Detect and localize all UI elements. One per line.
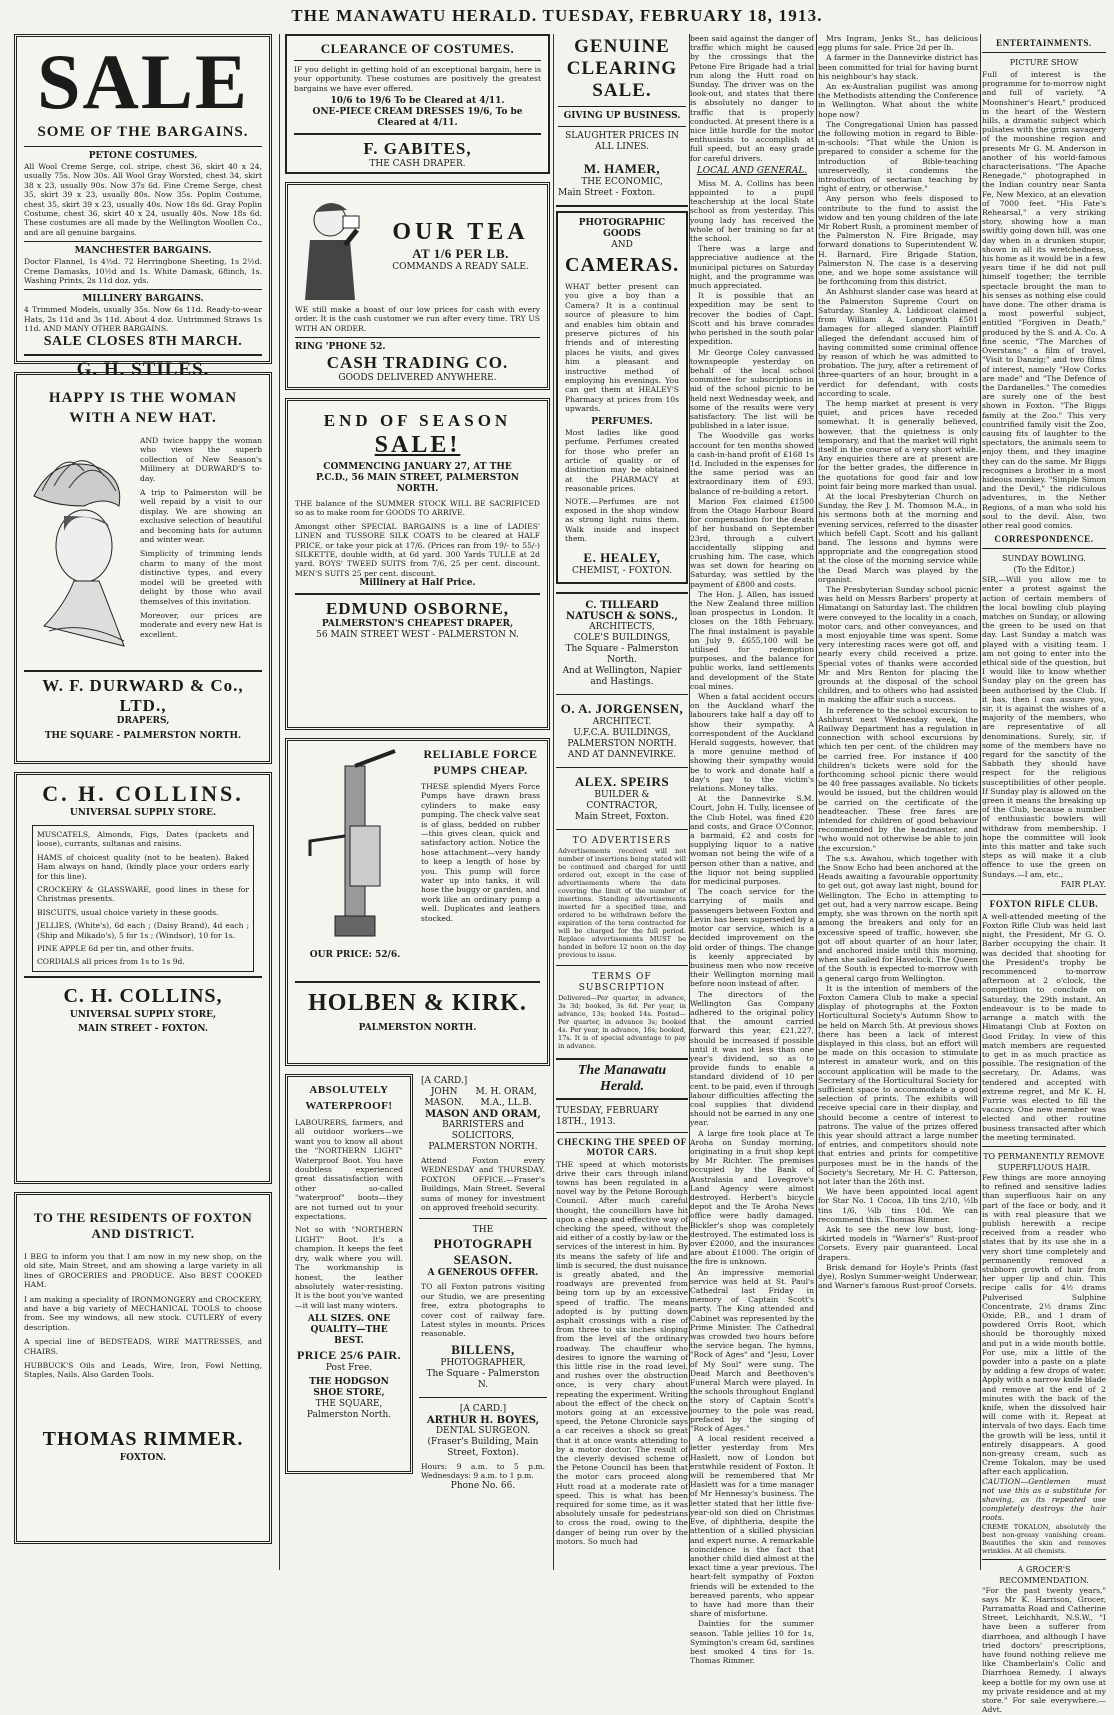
boyes-card-label: [A CARD.] xyxy=(459,1403,507,1414)
holben-kirk-name: HOLBEN & KIRK. xyxy=(308,990,527,1016)
news-paragraph: An Ashhurst slander case was heard at the Palmerston Supreme Court on Saturday. Stanley A. Liddicoat claimed from William A. Longworth £501 damages for alleged slander. Plaintiff alleged the defendant accused him of having committed some criminal offence by reason of which he was admitted to probation. The jury, after a retirement of three-quarters of an hour, brought in a verdict for defendant, with costs according to scale. xyxy=(818,287,978,398)
hair-caution: CAUTION—Gentlemen must not use this as a substitute for shaving, as its repeated use completely destroys the hair roots. xyxy=(982,1476,1106,1523)
boyes-hours: Hours: 9 a.m. to 5 p.m. Wednesdays: 9 a.m. to 1 p.m. xyxy=(421,1461,545,1481)
oram-body: Attend Foxton every WEDNESDAY and THURSDAY. FOXTON OFFICE.—Fraser's Buildings, Main Street. Several sums of money for investment on approved freehold security. xyxy=(421,1156,545,1213)
speirs-address: Main Street, Foxton. xyxy=(574,811,670,822)
superfluous-hair-heading: TO PERMANENTLY REMOVE SUPERFLUOUS HAIR. xyxy=(983,1151,1105,1172)
osborne-body-2: Amongst other SPECIAL BARGAINS is a line of LADIES' LINEN and TUSSORE SILK COATS to be cleared at HALF PRICE, or take your pick at 17/6. (Prices ran from 19/- to 55/-) SILKETTE, double width, at 6d yard. 300 Yards TULLE at 2d yard. BOYS' TWEED SUITS from 7/6, 25 per cent. discount. MEN'S SUITS 25 per cent. discount. xyxy=(295,521,540,578)
collins-name: C. H. COLLINS. xyxy=(42,781,244,806)
collins-advert xyxy=(14,772,272,1184)
waterproof-body-2: Not so with "NORTHERN LIGHT" Boot. It's a champion. It keeps the feet dry, walk where you will. The workmanship is honest, the leather absolutely water-resisting. It is the boot you've wanted—it will last many winters. xyxy=(295,1225,403,1310)
news-paragraph: Brisk demand for Hoyle's Prints (fast dye), Roslyn Summer-weight Underwear, and Warner's famous Rust-proof Corsets. xyxy=(818,1262,978,1291)
entertainments-heading: ENTERTAINMENTS. xyxy=(996,38,1092,48)
news-paragraph: Miss M. A. Collins has been appointed to a pupil teachership at the local State school as from yesterday. This young lady has received the whole of her training so far at the school. xyxy=(690,178,814,244)
pump-body: THESE splendid Myers Force Pumps have drawn brass cylinders to make easy pumping. The check valve seat is of glass, bedded on rubber—this gives clean, quick and satisfactory action. Notice the hose attachment—very handy to keep a length of hose by you. This pump will force water up into tanks, it will hose the buggy or garden, and work like an ordinary pump a well. Duplicates and leathers stocked. xyxy=(421,782,541,923)
tilleard-building: COLE'S BUILDINGS, xyxy=(573,632,671,643)
boyes-sub: DENTAL SURGEON. xyxy=(435,1425,531,1436)
tilleard-name: C. TILLEARD NATUSCH & SONS., xyxy=(565,599,679,622)
news-paragraph: There was a large and appreciative audience at the municipal pictures on Saturday night, and the programme was much appreciated. xyxy=(690,244,814,291)
collins-item: PINE APPLE 6d per tin, and other fruits. xyxy=(37,944,194,954)
jorgensen-also: AND AT DANNEVIRKE. xyxy=(567,749,677,760)
letter-signature: FAIR PLAY. xyxy=(1060,879,1106,889)
local-general-list xyxy=(690,179,814,1666)
rimmer-body-4: HUBBUCK'S Oils and Leads, Wire, Iron, Fowl Netting, Staples, Nails. Also Garden Tools. xyxy=(24,1361,262,1380)
force-pump-illustration xyxy=(295,746,415,946)
news-paragraph: Mrs Ingram, Jenks St., has delicious egg plums for sale. Price 2d per lb. xyxy=(818,34,978,53)
editorial-continued: been said against the danger of traffic which might be caused by the crossings that the Petone Fire Brigade had a trial run along the Hutt road on Sunday. The driver was on the look-out, and states that there is absolutely no danger to traffic that is properly conducted. At present there is a nice little hurdle for the motor enthusiasts to accomplish at full speed, but an easy grade for careful drivers. xyxy=(690,34,814,163)
news-paragraph: Any person who feels disposed to contribute to the fund to assist the widow and ten young children of the late Mr Robert Rush, a prominent member of the Palmerston N. Fire Brigade, may forward donations to Superintendent W. H. Barnard, Fire Brigade Station, Palmerston N. The case is a deserving one, and we hope some assistance will be forthcoming from this district. xyxy=(818,194,978,287)
column-3 xyxy=(556,34,688,1570)
news-paragraph: The Congregational Union has passed the following motion in regard to Bible-in-schools: "That while the Union is prepared to consider a scheme for the introduction of Bible-teaching unreservedly, it condemns the introduction of sectarian teaching by right of entry, or otherwise." xyxy=(818,119,978,194)
news-paragraph: Dainties for the summer season. Table jellies 10 for 1s, Symington's cream 6d, sardines best smoked 4 tins for 1s. Thomas Rimmer. xyxy=(690,1619,814,1666)
column-1 xyxy=(14,34,272,1570)
healey-heading-1: PHOTOGRAPHIC xyxy=(578,218,666,228)
holben-kirk-address: PALMERSTON NORTH. xyxy=(358,1023,477,1033)
rifle-club-body: A well-attended meeting of the Foxton Rifle Club was held last night, the President, Mr G. O. Barber occupying the chair. It was decided that shooting for the President's trophy be recommenced to-morrow afternoon at 2 o'clock, the competition to conclude on Saturday, the 29th instant. An endeavour is to be made to arrange a match with the Himatangi Club at Foxton on Good Friday. In view of this match members are requested to get in as much practice as possible. The resignation of the secretary, Dr. Adams, was tendered and accepted with extreme regret, and Mr K. H. Furrie was elected to fill the vacancy. One new member was elected and other routine business transacted after which the meeting terminated. xyxy=(982,911,1106,1142)
gabites-line-2: ONE-PIECE CREAM DRESSES 19/6, To be Cleared at 4/11. xyxy=(312,107,523,129)
news-paragraph: In reference to the school excursion to Ashhurst next Wednesday week, the Railway Department has a regulation in connection with school excursions by which ten per cent. of the children may be carried free. For instance if 400 children's tickets were sold for the forthcoming school picnic there would be 40 free passages available. No tickets would be issued, but the children would be carried on the certificate of the headteacher. These free fares are intended for children of good behaviour recommended by the headmaster, and "who would not otherwise be able to join the excursion." xyxy=(818,705,978,853)
osborne-sub: PALMERSTON'S CHEAPEST DRAPER, xyxy=(321,619,514,630)
cash-heading-2: AT 1/6 PER LB. xyxy=(412,245,509,261)
hamer-trade: THE ECONOMIC, xyxy=(581,177,663,187)
news-paragraph: At the Dannevirke S.M. Court, John H. Tully, licensee of the Club Hotel, was fined £20 and costs, and Grace O'Connor, a barmaid, £2 and costs for supplying liquor to a native woman not being the wife of a person other than a native, and the liquor not being supplied for medicinal purposes. xyxy=(690,794,814,887)
column-2-bottom xyxy=(285,1074,550,1534)
subscription-body: Delivered—Per quarter, in advance, 3s 3d; booked, 3s 6d. Per year, in advance, 13s; booked 14s. Posted—Per quarter, in advance 3s; booked 4s. Per year, in advance, 16s; booked, 17s. It is of special advantage to pay in advance. xyxy=(558,993,686,1050)
osborne-name: EDMUND OSBORNE, xyxy=(325,599,510,619)
collins-sub-2: UNIVERSAL SUPPLY STORE, xyxy=(69,1009,217,1020)
news-paragraph: It is possible that an expedition may be sent to recover the bodies of Capt. Scott and his brave comrades who perished in the south polar expedition. xyxy=(690,291,814,347)
gabites-body: IF you delight in getting hold of an exceptional bargain, here is your opportunity. These costumes are positively the greatest bargains we have ever offered. xyxy=(294,65,541,93)
hamer-body: SLAUGHTER PRICES IN ALL LINES. xyxy=(565,131,679,152)
stiles-name: G. H. STILES. xyxy=(76,358,210,380)
sale-closes: SALE CLOSES 8TH MARCH. xyxy=(43,333,243,349)
stiles-subtitle: SOME OF THE BARGAINS. xyxy=(37,124,249,140)
durward-trade: DRAPERS, xyxy=(116,716,170,726)
sale-headline: SALE xyxy=(37,38,249,125)
tilleard-also: And at Wellington, Napier and Hastings. xyxy=(562,665,682,687)
tilleard-trade: ARCHITECTS, xyxy=(589,621,655,632)
healey-heading-3: AND xyxy=(611,240,633,250)
rimmer-body-3: A special line of BEDSTEADS, WIRE MATTRESSES, and CHAIRS. xyxy=(24,1337,262,1356)
osborne-address: 56 MAIN STREET WEST - PALMERSTON N. xyxy=(316,630,519,641)
cash-phone: RING 'PHONE 52. xyxy=(295,342,386,353)
masthead: THE MANAWATU HERALD. TUESDAY, FEBRUARY 18, 1913. xyxy=(291,6,823,25)
news-paragraph: The Woodville gas works account for ten months showed a cash-in-hand profit of £168 1s 1d. Included in the expenses for the same period was an extraordinary item of £93, balance of re-building a retort. xyxy=(690,431,814,496)
hamer-address: Main Street - Foxton. xyxy=(558,188,656,198)
healey-perfumes: PERFUMES. xyxy=(591,416,653,427)
grocer-body: "For the past twenty years," says Mr K. Harrison, Grocer, Parramatta Road and Catherine Street, Leichhardt, N.S.W., "I have been a sufferer from diarrhoea, and although I have tried doctors' prescriptions, have found nothing relieve me like Chamberlain's Colic and Diarrhoea Remedy. I always keep a bottle for my own use at my private residence and at my store." For sale everywhere.—Advt. xyxy=(982,1585,1106,1715)
rimmer-name: THOMAS RIMMER. xyxy=(42,1427,244,1450)
cash-trading-advert xyxy=(285,182,550,390)
speirs-card xyxy=(556,772,688,825)
pump-heading: RELIABLE FORCE PUMPS CHEAP. xyxy=(423,747,538,777)
boyes-phone: Phone No. 66. xyxy=(450,1480,516,1491)
speirs-trade: BUILDER & CONTRACTOR, xyxy=(586,789,658,811)
editorial-heading: CHECKING THE SPEED OF MOTOR CARS. xyxy=(557,1136,687,1157)
boyes-address: (Fraser's Building, Main Street, Foxton). xyxy=(427,1436,539,1458)
column-5 xyxy=(818,34,978,1570)
news-paragraph: At the local Presbyterian Church on Sunday, the Rev J. M. Thomson M.A., in his sermons both at the morning and evening services, referred to the disaster which befell Capt. Scott and his gallant band. The lessons and hymns were appropriate and the congregation stood at the close of the morning service while the Dead March was played by the organist. xyxy=(818,491,978,584)
speirs-name: ALEX. SPEIRS xyxy=(574,773,670,789)
gabites-name: F. GABITES, xyxy=(363,139,472,159)
gabites-trade: THE CASH DRAPER. xyxy=(369,159,466,170)
waterproof-post: Post Free. xyxy=(325,1363,373,1374)
tilleard-address: The Square - Palmerston North. xyxy=(565,643,679,665)
billens-sub: A GENEROUS OFFER. xyxy=(427,1268,539,1279)
oram-card-label: [A CARD.] xyxy=(421,1076,468,1086)
man-drinking-tea-illustration xyxy=(295,190,375,300)
sunday-bowling-letter: SIR,—Will you allow me to enter a protest against the action of certain members of the local bowling club playing matches on Sunday, or allowing the green to be used on that day. Last Sunday a match was played with a visiting team. I am not going to enter into the ethical side of the question, but I would like to know whether Sunday play on the green has been authorised by the Club. If it has, then I can assure you, sir, it is against the wishes of a majority of the members, who are representative of all denominations. Surely, sir, if some of the members have no regard for the sanctity of the Sabbath they should have respect for the religious susceptibilities of other people. If Sunday play is allowed on the green it means the breaking up of the Club, because a number of enthusiastic bowlers will withdraw from membership. I hope the committee will look into this matter and take such steps as will make it a club offence to use the green on Sundays.—I am, etc., xyxy=(982,575,1106,879)
collins-item: CORDIALS all prices from 1s to 1s 9d. xyxy=(37,957,185,967)
millinery-heading: MILLINERY BARGAINS. xyxy=(82,294,204,305)
osborne-sale: SALE! xyxy=(374,432,461,458)
news-paragraph: A farmer in the Dannevirke district has been committed for trial for having burnt his neighbour's hay stack. xyxy=(818,53,978,81)
oram-card xyxy=(419,1074,547,1214)
cash-sub: GOODS DELIVERED ANYWHERE. xyxy=(338,373,497,384)
manchester-heading: MANCHESTER BARGAINS. xyxy=(74,246,212,257)
osborne-advert xyxy=(285,398,550,730)
collins-items xyxy=(32,825,254,972)
cash-heading-3: COMMANDS A READY SALE. xyxy=(392,261,529,272)
billens-trade: PHOTOGRAPHER, xyxy=(440,1357,526,1368)
correspondence-heading: CORRESPONDENCE. xyxy=(994,534,1094,545)
column-6 xyxy=(982,34,1106,1715)
rimmer-body-1: I BEG to inform you that I am now in my new shop, on the old site, Main Street, and am showing a large variety in all lines of GROCERIES and PRODUCE. Also BEST COOKED HAM. xyxy=(24,1252,262,1290)
billens-the: THE xyxy=(472,1225,494,1236)
collins-sub: UNIVERSAL SUPPLY STORE. xyxy=(69,808,217,818)
healey-name: E. HEALEY, xyxy=(583,549,661,565)
waterproof-price: PRICE 25/6 PAIR. xyxy=(296,1348,402,1363)
jorgensen-card xyxy=(556,699,688,763)
durward-body-3: Simplicity of trimming lends charm to many of the most distinctive types, and every model will be greeted with delight by those who avail themselves of this invitation. xyxy=(140,549,262,606)
herald-flag: The Manawatu Herald. xyxy=(556,1058,688,1100)
herald-date: TUESDAY, FEBRUARY 18TH., 1913. xyxy=(556,1105,659,1127)
oram-name: MASON AND ORAM, xyxy=(425,1109,541,1120)
column-2 xyxy=(285,34,550,1570)
rimmer-advert xyxy=(14,1192,272,1544)
column-2-cards xyxy=(419,1074,547,1534)
hamer-heading: GENUINE CLEARING SALE. xyxy=(566,36,678,101)
rifle-club-heading: FOXTON RIFLE CLUB. xyxy=(989,898,1099,909)
picture-show-body: Full of interest is the programme for to-morrow night and full of variety. "A Moonshiner's Heart," produced in the heart of the Western hills, a dramatic subject which pulsates with the grim savagery of the moonshine region and presents Mr G. M. Anderson in another of his world-famous characterisations. "The Apache Renegade," photographed in the Indian country near Santa Fe, New Mexico, at an elevation of 7000 feet. "His Fate's Rehearsal," a very striking story, showing how a man swiftly going down hill, was one day when in a drunken stupor, shown in all its wretchedness, his home as it would be in a few years time if he did not pull himself together; the terrible spectacle brought the man to his senses as nothing else could have done. The other drama is a most powerful subject, entitled "Forgiven in Death," produced by the S. and A. Co. A fine scenic, "The Marches of Overstans;" a film of travel, "Visit to Danzig;" and two films of interest, namely "How Corks are made" and "The Defence of the Dardanelles." The comedies are surely one of the best shown in Foxton. "The Biggs family at the Zoo." This very countrified family visit the Zoo, causing fits of laughter to the spectators, the animals seem to enjoy them, and they imagine they can do the same. Mr Biggs recognises a brother in a most hideous monkey. "Simple Simon and the Devil," the ridiculous adventures, in the Nether Regions, of a man who sold his soul to the devil. Also, two other real good comics. xyxy=(982,70,1106,530)
collins-item: MUSCATELS, Almonds, Figs, Dates (packets and loose), currants, sultanas and raisins. xyxy=(37,830,249,849)
billens-advert xyxy=(419,1223,547,1392)
durward-address: THE SQUARE - PALMERSTON NORTH. xyxy=(44,731,242,741)
waterproof-advert xyxy=(285,1074,413,1474)
news-paragraph: The hemp market at present is very quiet, and prices have receded somewhat. It is generally believed, however, that the quietness is only temporary, and that the market will right itself in the course of a very short while. Any enquiries there are at present are for the better grades, the difference in the quotations for good fair and low point fair being more marked than usual. xyxy=(818,398,978,491)
durward-advert xyxy=(14,372,272,764)
collins-address: MAIN STREET - FOXTON. xyxy=(78,1023,208,1034)
news-paragraph: The coach service for the carrying of mails and passengers between Foxton and Levin has been superseded by a motor car service, which is a decided improvement on the old order of things. The change is keenly appreciated by business men who now receive their Wellington morning mail before noon instead of after. xyxy=(690,887,814,989)
news-list-column-5 xyxy=(818,34,978,1290)
oram-sub: BARRISTERS and SOLICITORS, PALMERSTON NORTH. xyxy=(428,1120,538,1152)
millinery-body: 4 Trimmed Models, usually 35s. Now 6s 11d. Ready-to-wear Hats, 2s 11d and 3s 11d. About 4 doz. Untrimmed Straws 1s 11d. AND MANY OTHER BARGAINS. xyxy=(24,305,262,334)
to-the-editor: (To the Editor.) xyxy=(1013,565,1075,575)
column-4 xyxy=(690,34,814,1666)
news-paragraph: The directors of the Wellington Gas Company adhered to the original policy that the amount carried forward this year, £21,227, should be increased if possible until it was not less than one year's dividend, so as to provide funds to enable a standard dividend of 10 per cent. to be paid, even if through labour difficulties affecting the coal supplies that dividend should not be earned in any one year. xyxy=(690,989,814,1128)
news-paragraph: When a fatal accident occurs on the Auckland wharf the labourers take half a day off to show their sympathy. A correspondent of the Auckland Herald suggests, however, that a more genuine method of showing their sympathy would be to work and donate half a day's pay to the victim's relations. Money talks. xyxy=(690,692,814,794)
gabites-advert xyxy=(285,34,550,174)
news-paragraph: The Presbyterian Sunday school picnic was held on Messrs Barbers' property at Himatangi on Saturday last. The children were conveyed to the locality in a coach, motor cars, and other conveyances, and a most enjoyable time was spent. Some very interesting races were got off, and nearly every child received a prize. Special votes of thanks were accorded Mr and Mrs Renton for placing the grounds at the disposal of the school children, and to others who had assisted in making the affair such a success. xyxy=(818,584,978,705)
jorgensen-name: O. A. JORGENSEN, xyxy=(560,700,684,716)
healey-body-2: Most ladies like good perfume. Perfumes created for those who prefer an article of quality or of distinction may be obtained at the PHARMACY at reasonable prices. xyxy=(565,427,679,494)
advertisers-heading: TO ADVERTISERS xyxy=(572,835,672,846)
healey-heading-4: CAMERAS. xyxy=(565,254,680,276)
hodgson-name: THE HODGSON SHOE STORE, xyxy=(309,1377,389,1399)
tilleard-card xyxy=(556,598,688,690)
grocer-heading: A GROCER'S RECOMMENDATION. xyxy=(999,1564,1089,1585)
healey-advert xyxy=(556,211,688,584)
news-paragraph: Ask to see the new low bust, long-skirted models in "Warner's" Rust-proof Corsets. Every pair guaranteed. Local drapers. xyxy=(818,1225,978,1262)
healey-body-1: WHAT better present can you give a boy than a Camera? It is a continual source of pleasure to him and enables him obtain and preserve pictures of his friends and of interesting places he visits, and gives him a pleasant and instructive method of employing his evenings. You can get them at HEALEY'S Pharmacy at prices from 10s upwards. xyxy=(565,282,679,414)
cash-body: WE still make a boast of our low prices for cash with every order. It is the cash customer we run after every time. TRY US WITH AN ORDER. xyxy=(295,305,540,333)
hamer-name: M. HAMER, xyxy=(583,161,661,176)
news-paragraph: It is the intention of members of the Foxton Camera Club to make a special display of photographs at the Foxton Horticultural Society's Autumn Show to be held on March 5th. At previous shows there has been a lack of interest displayed in this class, but an effort will be made on this occasion to stimulate interest in amateur work, and on this account application will be made to the Secretary of the Horticultural Society for sufficient space to accommodate a good selection of prints. The exhibits will receive special care in their display, and should become a centre of interest to patrons. The value of the prizes offered this year should attract a large number of entries, and competitors should note that entries and prints for competitive purposes must be in the hands of the Society's Secretary, Mr H. C. Patterson, not later than the 26th inst. xyxy=(818,983,978,1186)
billens-body: TO all Foxton patrons visiting our Studio, we are presenting free, extra photographs to cover cost of railway fare. Latest styles in mounts. Prices reasonable. xyxy=(421,1282,545,1339)
manchester-body: Doctor Flannel, 1s 4½d. 72 Herringbone Sheeting, 1s 2½d. Creme Damasks, 10½d and 1s. White Damask, 68inch, 1s. Washing Prints, 2s 11d doz. yds. xyxy=(24,257,262,286)
billens-heading: PHOTOGRAPH SEASON. xyxy=(433,1236,533,1268)
news-paragraph: Marion Fox claimed £1500 from the Otago Harbour Board for compensation for the death of her husband on September 23rd, through a culvert accidentally slipping and crushing him. The case, which was set down for hearing on Saturday, was settled by the payment of £800 and costs. xyxy=(690,496,814,589)
oram-partner-2: M. H. ORAM, M.A., LL.B. xyxy=(475,1087,537,1108)
advertisers-notice xyxy=(556,834,688,961)
collins-item: CROCKERY & GLASSWARE, good lines in these for Christmas presents. xyxy=(37,885,249,904)
rimmer-heading: TO THE RESIDENTS OF FOXTON AND DISTRICT. xyxy=(33,1210,253,1241)
superfluous-hair-body: Few things are more annoying to refined and sensitive ladies than superfluous hair on any part of the face or body, and it is with real pleasure that we publish herewith a recipe received from a reader who states that by its use she in a very short time completely and permanently removed a stubborn growth of hair from her upper lip and chin. This recipe calls for 4½ drams Pulverised Sulphine Concentrate, 2½ drams Zinc Oxide, P.B., and 1 dram of powdered Orris Root, which should be thoroughly mixed and put in a wide mouth bottle. For use, mix a little of the powder into a paste on a plate by adding a few drops of water. Apply with a narrow knife blade and remove at the end of 2 minutes with the back of the knife, when the dissolved hair will come with it. Repeat at intervals of two days. Each time the growth will be less, until it entirely disappears. A good non-greasy cream, such as Creme Tokalon, may be used after each application. xyxy=(982,1172,1106,1477)
tokalon-note: CREME TOKALON, absolutely the best non-greasy vanishing cream. Beautifies the skin and removes wrinkles. At all chemists. xyxy=(982,1522,1106,1555)
waterproof-sizes: ALL SIZES. ONE QUALITY—THE BEST. xyxy=(307,1314,391,1347)
rimmer-town: FOXTON. xyxy=(119,1452,167,1463)
osborne-body-1: THE balance of the SUMMER STOCK WILL BE SACRIFICED so as to make room for GOODS TO ARRIVE. xyxy=(295,499,540,518)
durward-body-2: A trip to Palmerston will be well repaid by a visit to our display. We are showing an exclusive selection of beautiful and becoming hats for autumn and winter wear. xyxy=(140,488,262,545)
news-paragraph: A large fire took place at Te Aroha on Sunday morning, originating in a fruit shop kept by Mr Richter. The premises occupied by the Bank of Australasia and Lovegrove's Land Agency were almost destroyed. Herbert's bicycle depot and the Te Aroha News office were badly damaged. Bickler's shop was completely destroyed. The estimated loss is over £2000, and the insurances are about £1000. The origin of the fire is unknown. xyxy=(690,1128,814,1267)
durward-body-1: AND twice happy the woman who views the superb collection of New Season's Millinery at DURWARD'S to-day. xyxy=(140,436,262,483)
hamer-advert xyxy=(556,34,688,201)
boyes-name: ARTHUR H. BOYES, xyxy=(426,1414,540,1426)
waterproof-body-1: LABOURERS, farmers, and all outdoor workers—we want you to know all about the "NORTHERN LIGHT" Waterproof Boot. You have doubtless experienced great dissatisfaction with other so-called "waterproof" boots—they are not turned out to your expectations. xyxy=(295,1118,403,1222)
subscription-heading: TERMS OF SUBSCRIPTION xyxy=(578,971,666,993)
gabites-line-1: 10/6 to 19/6 To be Cleared at 4/11. xyxy=(330,96,505,107)
healey-trade: CHEMIST, - FOXTON. xyxy=(572,565,672,576)
collins-item: HAMS of choicest quality (not to be beaten). Baked Ham always on hand, (kindly place your orders early for this line). xyxy=(37,852,249,881)
news-paragraph: A local resident received a letter yesterday from Mrs Haslett, now of London but erstwhile resident of Foxton. It will be remembered that Mr Haslett was for a time manager of Mr Hennessy's business. The letter stated that her little five-year-old son died on Christmas Eve, of diphtheria, despite the attention of a skilled physician and expert nurse. A remarkable coincidence is the fact that another child died almost at the exact time a year previous. The heart-felt sympathy of Foxton friends will be extended to the bereaved parents, who appear to have had more than their share of misfortune. xyxy=(690,1434,814,1619)
collins-item: JELLIES, (White's), 6d each ; (Daisy Brand), 4d each ; (Ship and Mikado's), 5 for 1s ; (Windsor), 10 for 1s. xyxy=(37,921,249,940)
news-paragraph: The Hon. J. Allen, has issued the New Zealand three million loan prospectus in London. It closes on the 18th February. The final instalment is payable on July 9. £655,100 will be utilised for redemption purposes, and the balance for public works, land settlements and development of the State coal mines. xyxy=(690,589,814,691)
petone-heading: PETONE COSTUMES. xyxy=(88,151,198,161)
pump-price: OUR PRICE: 52/6. xyxy=(309,950,401,960)
news-paragraph: Mr George Coley canvassed townspeople yesterday on behalf of the local school committee for subscriptions in aid of the school picnic to be held next Wednesday week, and some of the results were very satisfactory. The list will be published in a later issue. xyxy=(690,347,814,431)
news-paragraph: We have been appointed local agent for Star No. 1 Cocoa, 1lb tins 2/10, ½lb tins 1/6, ¼lb tins 10d. We can recommend this. Thomas Rimmer. xyxy=(818,1187,978,1224)
gabites-heading: CLEARANCE OF COSTUMES. xyxy=(294,41,541,61)
boyes-card xyxy=(419,1402,547,1494)
hamer-sub: GIVING UP BUSINESS. xyxy=(563,111,681,121)
sunday-bowling-heading: SUNDAY BOWLING. xyxy=(1002,554,1086,564)
cash-name: CASH TRADING CO. xyxy=(326,353,509,373)
waterproof-heading: ABSOLUTELY WATERPROOF! xyxy=(305,1084,393,1112)
news-paragraph: An ex-Australian pugilist was among the Methodists attending the Conference in Wellington. What about the white hope now? xyxy=(818,82,978,119)
subscription-notice xyxy=(556,970,688,1052)
collins-item: BISCUITS, usual choice variety in these goods. xyxy=(37,907,219,917)
billens-name: BILLENS, xyxy=(451,1341,515,1357)
jorgensen-address: U.F.C.A. BUILDINGS, PALMERSTON NORTH. xyxy=(567,727,677,749)
osborne-commencing: COMMENCING JANUARY 27, AT THE xyxy=(323,462,512,472)
healey-body-3: NOTE.—Perfumes are not exposed in the shop window as strong light ruins them. Walk inside and inspect them. xyxy=(565,496,679,544)
oram-partner-1: JOHN MASON. xyxy=(424,1087,464,1108)
holben-kirk-advert xyxy=(285,738,550,1066)
jorgensen-trade: ARCHITECT. xyxy=(592,716,652,727)
osborne-pcd: P.C.D., 56 MAIN STREET, PALMERSTON NORTH. xyxy=(316,473,519,494)
local-general-heading: LOCAL AND GENERAL. xyxy=(696,165,808,176)
durward-body-4: Moreover, our prices are moderate and every new Hat is excellent. xyxy=(140,610,262,639)
healey-heading-2: GOODS xyxy=(603,229,641,239)
cash-heading-1: OUR TEA xyxy=(392,218,529,245)
hodgson-address: THE SQUARE, Palmerston North. xyxy=(306,1399,392,1421)
editorial-body: THE speed at which motorists drive their cars through inland towns has been regulated in a novel way by the Petone Borough Council. After much careful thought, the councillors have hit upon a cheap and effective way of checking the speed, without the aid either of a costly by-law or the services of the interest in him. By its means the safety of life and limb is secured, the dust nuisance is greatly abated, and the roadways are prevented from being torn up by an excessive speed of traffic. The means adopted is by putting down asphalt crossings with a rise of from three to six inches sloping from the level of the ordinary roadway. The chauffeur who desires to ignore the warning of this little rise in the road level, and rushes over the obstruction once, is very chary about repeating the experiment. Writing about the effect of the check on motors going at an excessive speed, the Petone Chronicle says a car receives a shock so great that it at once wants attending to by a motor doctor. The result of the cleverly devised scheme of the Petone Council has been that the motor cars proceed along Hutt road at a moderate rate of speed. This is what has been required for some time, as it was absolutely unsafe for pedestrians to cross the road, owing to the danger of being run over by the motors. So much had xyxy=(556,1159,688,1546)
osborne-body-3: Millinery at Half Price. xyxy=(359,578,476,589)
advertisers-body: Advertisements received will not number of insertions being stated will be continued and charged for until ordered out, except in the case of advertisements where the date covering the limit of the number of insertions. Standing advertisements inserted for a specified time, and ordered to be withdrawn before the expiration of the term contracted for will be charged for the full period. Replace advertisements MUST be handed in before 12 noon on the day previous to issue. xyxy=(558,846,686,959)
stiles-advert xyxy=(14,34,272,380)
rimmer-body-2: I am making a speciality of IRONMONGERY and CROCKERY, and have a big variety of MECHANICAL TOOLS to choose from. See my windows, all new stock. CUTLERY of every description. xyxy=(24,1294,262,1332)
news-paragraph: An impressive memorial service was held at St. Paul's Cathedral last Friday in memory of Captain Scott's party. The King attended and Cabinet was represented by the Prime Minister. The Cathedral was crowded two hours before the service began. The hymns, "Rock of Ages" and "Jesu, Lover of My Soul" were sung. The Dead March and Beethoven's Funeral March were played. In the schools throughout England the story of Captain Scott's journey to the pole was read, prefaced by the singing of "Rock of Ages." xyxy=(690,1267,814,1434)
petone-body: All Wool Creme Serge, col. stripe, chest 36, skirt 40 x 24, usually 75s. Now 30s. All Wool Gray Worsted, chest 34, skirt 38 x 23, usually 90s. Now 37s 6d. Fine Creme Serge, chest 35, skirt 39 x 23, usually 80s. Now 35s. Poplin Costume, chest 35, skirt 39 x 23, usually 40s. Now 18s 6d. Gray Poplin Costume, chest 36, skirt 40 x 24, usually 40s. Now 18s 6d. These costumes are all made by the Wellington Woollen Co., and are all genuine bargains. xyxy=(24,162,262,237)
osborne-heading: END OF SEASON xyxy=(323,411,512,430)
woman-with-hat-illustration xyxy=(24,436,134,666)
news-paragraph: The s.s. Awahou, which together with the Snow Echo had been anchored at the Heads awaiting a favourable opportunity to get out, got away last night, bound for Wellington. The Echo in attempting to get out, had a very narrow escape. Being empty, she was thrown on the north spit among the breakers and only for an excessive speed of traffic, however, she got off about quarter of an hour later, and anchored inside until this morning, when she sailed for Havelock. The Queen of the South is expected to-morrow with a general cargo from Wellington. xyxy=(818,853,978,983)
collins-name-2: C. H. COLLINS, xyxy=(63,984,223,1007)
billens-address: The Square - Palmerston N. xyxy=(426,1368,540,1390)
picture-show-heading: PICTURE SHOW xyxy=(1009,58,1079,67)
durward-name: W. F. DURWARD & Co., LTD., xyxy=(42,676,244,715)
durward-heading: HAPPY IS THE WOMAN WITH A NEW HAT. xyxy=(48,390,238,426)
